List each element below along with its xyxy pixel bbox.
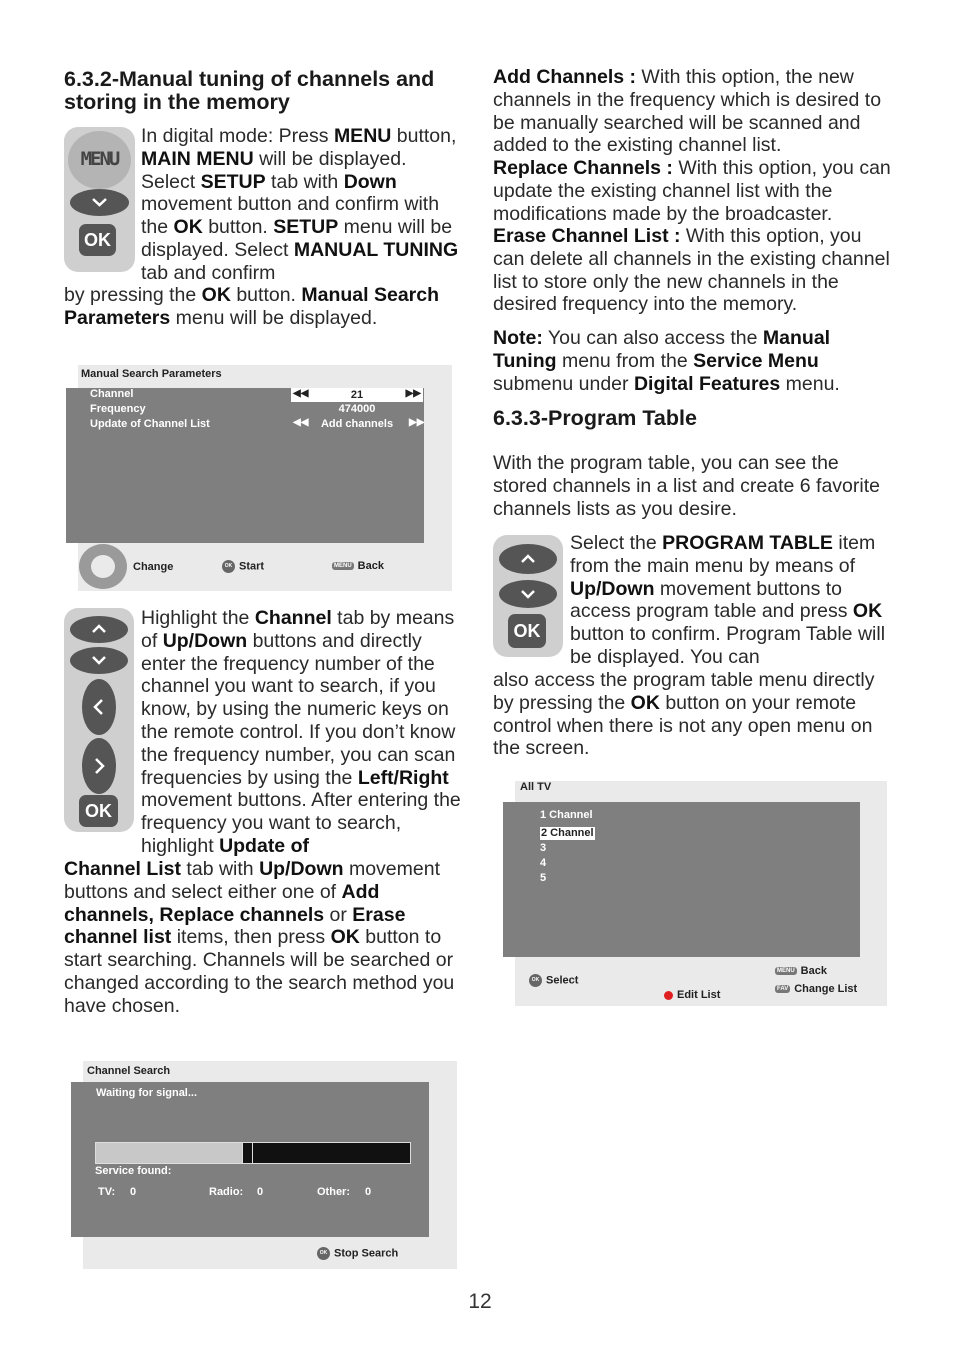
bold-run: Note: xyxy=(493,327,543,349)
text-run: buttons and directly enter the frequency number of the channel you want to search, if you know, by using the numeric keys on the remote control. If you don’t know the frequency number, you can scan frequencies by using the xyxy=(141,629,456,789)
section-heading-manual-tuning-line1: 6.3.2-Manual tuning of channels and xyxy=(64,67,435,91)
rewind-arrow-icon: ◀◀ xyxy=(293,388,309,399)
bold-run: Up/Down xyxy=(570,577,655,600)
manual-tuning-instructions-tail xyxy=(64,284,466,330)
footer-change: Change xyxy=(133,561,174,573)
text-run: tab with xyxy=(181,858,260,880)
bold-run: OK xyxy=(852,600,883,623)
channel-value: 21 xyxy=(350,389,364,401)
text-run: movement buttons. After entering the frequency you want to search, highlight xyxy=(141,789,461,857)
text-run: Select the xyxy=(570,532,663,554)
text-run: button, xyxy=(391,125,457,147)
text-run: tab by means of xyxy=(141,607,455,652)
text-run: Highlight the xyxy=(141,607,255,629)
rewind-arrow-icon: ◀◀ xyxy=(293,417,309,428)
text-run: button to start searching. Channels will be searched or changed according to the search method you have chosen. xyxy=(64,926,455,1017)
text-run: menu from the xyxy=(556,349,694,372)
ok-icon: OK xyxy=(317,1247,330,1260)
bold-run: Erase channel list xyxy=(64,903,406,949)
channel-row-highlight xyxy=(291,388,423,402)
bold-run: PROGRAM TABLE xyxy=(662,532,833,554)
remote-navigation-image xyxy=(64,608,134,832)
note-paragraph xyxy=(493,327,893,395)
text-run: will be displayed. Select xyxy=(141,147,407,193)
text-run: item from the main menu by means of xyxy=(570,532,876,577)
text-run: tab and confirm xyxy=(141,261,276,284)
bold-run: Update of xyxy=(219,834,309,857)
ok-button-icon: OK xyxy=(508,614,546,648)
bold-run: Erase Channel List : xyxy=(493,225,686,247)
channel-search-instructions xyxy=(141,607,466,858)
row-label-frequency: Frequency xyxy=(90,403,146,415)
remote-up-down-ok-image xyxy=(493,535,563,657)
row-label-channel: Channel xyxy=(90,388,134,400)
osd-panel xyxy=(71,1082,429,1237)
frequency-value: 474000 xyxy=(338,403,376,415)
replace-channels-description xyxy=(493,157,893,225)
right-arrow-icon xyxy=(82,738,116,794)
row-label-update-channel-list: Update of Channel List xyxy=(90,418,210,430)
text-run: movement buttons and select either one of xyxy=(64,858,440,903)
text-run: tab with xyxy=(265,170,344,193)
footer-back: MENU Back xyxy=(334,560,384,572)
manual-tuning-instructions xyxy=(141,125,466,285)
ok-icon: OK xyxy=(529,974,542,987)
text-run: or xyxy=(324,903,353,926)
waiting-text: Waiting for signal... xyxy=(96,1087,198,1099)
menu-icon: MENU xyxy=(777,968,795,975)
text-run: movement button and confirm with the xyxy=(141,193,440,239)
progress-fill xyxy=(96,1143,242,1163)
tv-count: 0 xyxy=(130,1186,137,1198)
text-run: menu will be displayed. Select xyxy=(141,216,453,261)
service-found-label: Service found: xyxy=(95,1165,172,1177)
text-run: menu will be displayed. xyxy=(170,306,378,329)
bold-run: SETUP xyxy=(200,170,266,193)
channel-list-item[interactable]: 2 Channel xyxy=(541,827,594,839)
ok-button-icon: OK xyxy=(79,224,116,256)
bold-run: Up/Down xyxy=(259,858,344,880)
bold-run: Replace Channels : xyxy=(493,157,679,179)
bold-run: Channel List xyxy=(64,858,182,880)
text-run: button. xyxy=(230,284,302,306)
radio-count: 0 xyxy=(257,1186,264,1198)
bold-run: MANUAL TUNING xyxy=(293,238,459,261)
section-heading-manual-tuning-line2: storing in the memory xyxy=(64,90,290,114)
bold-run: OK xyxy=(330,926,360,949)
program-table-instructions-tail xyxy=(493,669,893,760)
bold-run: OK xyxy=(201,284,231,306)
text-run: submenu under xyxy=(493,372,634,395)
update-value: Add channels xyxy=(320,418,394,430)
screen-title: Channel Search xyxy=(87,1065,171,1077)
text-run: button to confirm. Program Table will be displayed. You can xyxy=(570,623,886,668)
text-run: movement buttons to access program table and press xyxy=(570,577,853,623)
osd-panel xyxy=(503,802,860,957)
section-heading-program-table: 6.3.3-Program Table xyxy=(493,406,697,430)
osd-panel xyxy=(66,388,424,543)
text-run: by pressing the xyxy=(64,284,202,306)
channel-list-item[interactable]: 1 Channel xyxy=(540,809,593,821)
other-count: 0 xyxy=(365,1186,372,1198)
navigation-ring-icon xyxy=(79,544,127,589)
menu-icon: MENU xyxy=(334,563,352,570)
down-arrow-icon xyxy=(70,189,129,216)
bold-run: Manual Tuning xyxy=(493,327,831,372)
bold-run: Service Menu xyxy=(693,349,819,372)
bold-run: Add Channels : xyxy=(493,66,642,88)
up-arrow-icon xyxy=(70,616,128,643)
footer-change-list: FAV Change List xyxy=(777,983,858,995)
bold-run: MENU xyxy=(333,125,392,147)
channel-list-item[interactable]: 5 xyxy=(540,872,547,884)
program-table-screen xyxy=(515,781,887,1006)
fav-icon: FAV xyxy=(777,986,789,993)
text-run: button. xyxy=(202,216,274,239)
down-arrow-icon xyxy=(499,580,557,608)
progress-marker xyxy=(242,1143,253,1163)
ok-button-icon: OK xyxy=(79,795,118,827)
bold-run: Channel xyxy=(254,607,332,629)
program-table-intro: With the program table, you can see the stored channels in a list and create 6 favorite channels lists as you desire. xyxy=(493,452,880,520)
down-arrow-icon xyxy=(70,647,128,674)
bold-run: SETUP xyxy=(273,216,339,239)
left-arrow-icon xyxy=(82,679,116,735)
radio-label: Radio: xyxy=(209,1186,244,1198)
bold-run: Down xyxy=(343,170,397,193)
text-run: menu. xyxy=(780,372,840,395)
erase-channel-list-description xyxy=(493,225,893,316)
red-dot-icon xyxy=(664,991,673,1000)
program-table-instructions xyxy=(570,532,895,669)
text-run: With this option, the new channels in the frequency which is desired to be manually searched will be scanned and added to the existing channel list. xyxy=(493,66,882,157)
search-progress-bar xyxy=(95,1142,411,1164)
manual-search-parameters-screen xyxy=(78,365,452,591)
screen-title: Manual Search Parameters xyxy=(81,368,222,380)
ok-icon: OK xyxy=(222,560,235,573)
screen-title: All TV xyxy=(520,781,552,793)
channel-list-item[interactable]: 3 xyxy=(540,842,547,854)
menu-button-icon: MENU xyxy=(68,131,131,189)
bold-run: Manual Search Parameters xyxy=(64,284,440,329)
tv-label: TV: xyxy=(98,1186,116,1198)
text-run: With this option, you can update the existing channel list with the modifications made by the broadcaster. xyxy=(493,157,891,225)
other-label: Other: xyxy=(317,1186,350,1198)
channel-list-item[interactable]: 4 xyxy=(540,857,547,869)
remote-menu-down-ok-image xyxy=(64,127,135,272)
channel-list xyxy=(540,808,595,886)
bold-run: OK xyxy=(173,216,203,239)
bold-run: Add channels, Replace channels xyxy=(64,880,380,926)
add-channels-description xyxy=(493,66,893,157)
forward-arrow-icon: ▶▶ xyxy=(409,417,425,428)
up-arrow-icon xyxy=(499,544,557,574)
text-run: With this option, you can delete all channels in the existing channel list to store only the new channels in the desired frequency into the memory. xyxy=(493,225,890,316)
footer-back: MENU Back xyxy=(777,965,827,977)
footer-start: OK Start xyxy=(222,560,264,573)
stop-search: OK Stop Search xyxy=(317,1247,398,1260)
bold-run: Up/Down xyxy=(162,629,248,652)
footer-edit-list: Edit List xyxy=(664,989,720,1001)
bold-run: Digital Features xyxy=(633,372,781,395)
text-run: In digital mode: Press xyxy=(141,125,334,147)
bold-run: MAIN MENU xyxy=(141,147,254,170)
page-number: 12 xyxy=(468,1290,492,1313)
channel-search-instructions-tail xyxy=(64,858,466,1018)
channel-search-screen xyxy=(83,1061,457,1269)
text-run: You can also access the xyxy=(542,327,763,349)
text-run: button on your remote control when there is not any open menu on the screen. xyxy=(493,691,873,760)
forward-arrow-icon: ▶▶ xyxy=(405,388,421,399)
text-run: items, then press xyxy=(171,926,331,949)
text-run: also access the program table menu directly by pressing the xyxy=(493,669,875,714)
bold-run: OK xyxy=(630,691,660,714)
bold-run: Left/Right xyxy=(357,766,449,789)
footer-select: OK Select xyxy=(529,974,578,987)
